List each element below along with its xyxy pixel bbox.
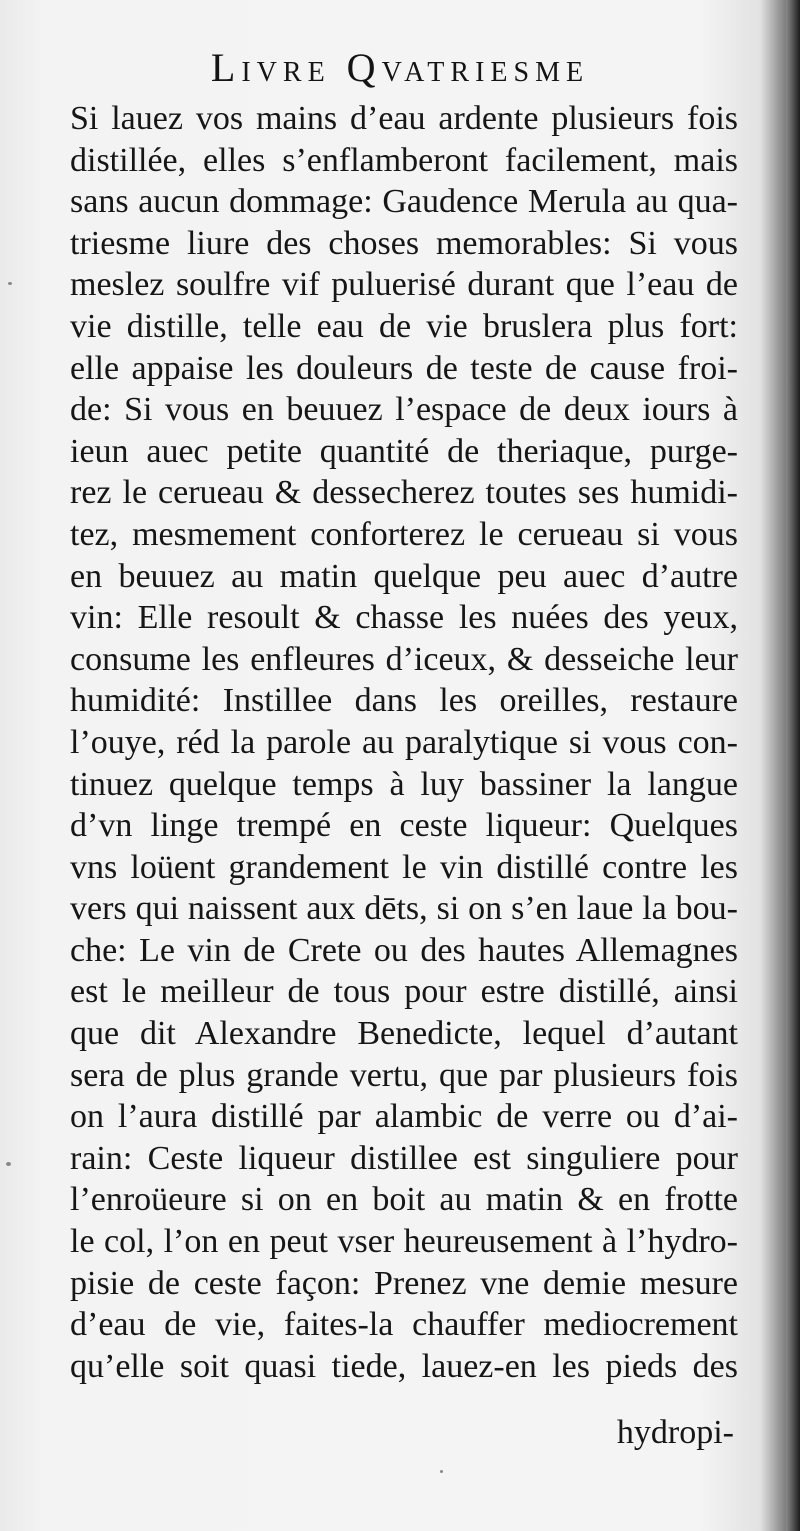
text-line: rain: Ceste liqueur distillee est singuliere pour <box>70 1139 738 1177</box>
text-line: sans aucun dommage: Gaudence Merula au qua- <box>70 183 738 221</box>
text-line: vers qui naissent aux dēts, si on s’en laue la bou- <box>70 890 738 928</box>
text-line: tinuez quelque temps à luy bassiner la langue <box>70 765 738 803</box>
text-line: que dit Alexandre Benedicte, lequel d’autant <box>70 1015 738 1053</box>
text-line: elle appaise les douleurs de teste de cause froi- <box>70 349 738 387</box>
text-line: consume les enfleures d’iceux, & desseiche leur <box>70 640 738 678</box>
paper-speck <box>440 1470 443 1473</box>
page-gutter-shadow <box>786 0 800 1531</box>
body-text <box>70 98 738 1387</box>
text-line: tez, mesmement conforterez le cerueau si vous <box>70 515 738 553</box>
text-line: en beuuez au matin quelque peu auec d’autre <box>70 557 738 595</box>
text-line: on l’aura distillé par alambic de verre ou d’ai- <box>70 1098 738 1136</box>
text-line: de: Si vous en beuuez l’espace de deux iours à <box>70 391 738 429</box>
text-line: distillée, elles s’enflamberont facilement, mais <box>70 141 738 179</box>
text-line: le col, l’on en peut vser heureusement à l’hydro- <box>70 1223 738 1261</box>
running-head: Livre Qvatriesme <box>210 45 590 90</box>
text-line: l’ouye, réd la parole au paralytique si vous con- <box>70 723 738 761</box>
text-line: est le meilleur de tous pour estre distillé, ainsi <box>70 973 738 1011</box>
text-line: d’vn linge trempé en ceste liqueur: Quelques <box>70 807 738 845</box>
text-line: triesme liure des choses memorables: Si vous <box>70 224 738 262</box>
text-line: humidité: Instillee dans les oreilles, restaure <box>70 682 738 720</box>
text-line: vin: Elle resoult & chasse les nuées des yeux, <box>70 599 738 637</box>
text-line: ieun auec petite quantité de theriaque, purge- <box>70 432 738 470</box>
text-line: d’eau de vie, faites-la chauffer mediocrement <box>70 1306 738 1344</box>
text-line: meslez soulfre vif puluerisé durant que l’eau de <box>70 266 738 304</box>
paper-speck <box>8 282 12 285</box>
text-line: vie distille, telle eau de vie bruslera plus fort: <box>70 307 738 345</box>
text-line: rez le cerueau & dessecherez toutes ses humidi- <box>70 474 738 512</box>
text-line: Si lauez vos mains d’eau ardente plusieurs fois <box>70 100 738 137</box>
text-line: sera de plus grande vertu, que par plusieurs fois <box>70 1056 738 1094</box>
text-line: pisie de ceste façon: Prenez vne demie mesure <box>70 1264 738 1302</box>
text-line: l’enroüeure si on en boit au matin & en frotte <box>70 1181 738 1219</box>
text-line: vns loüent grandement le vin distillé contre les <box>70 848 738 886</box>
text-line: che: Le vin de Crete ou des hautes Allemagnes <box>70 931 738 969</box>
text-line: qu’elle soit quasi tiede, lauez-en les pieds des <box>70 1347 738 1385</box>
catchword: hydropi- <box>616 1414 734 1451</box>
paper-speck <box>6 1162 11 1166</box>
